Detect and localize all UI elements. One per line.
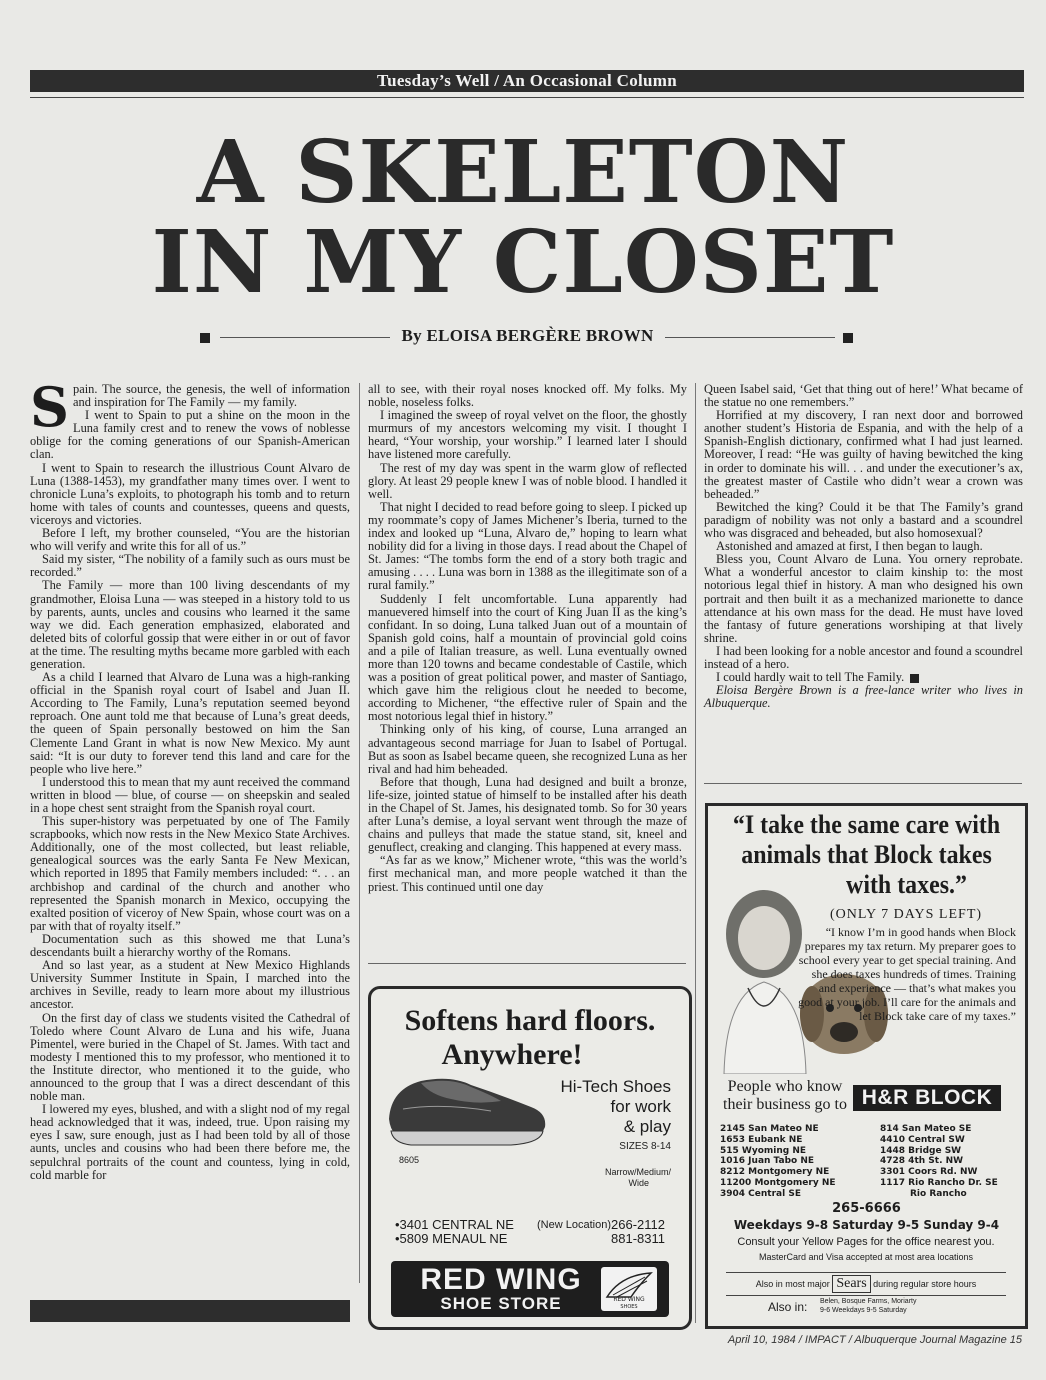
hr-quote-line-1: “I take the same care with — [732, 810, 1001, 839]
article-paragraph: “As far as we know,” Michener wrote, “this was the world’s first mechanical man, and more people watched it than the priest. This continued until one day — [368, 853, 687, 894]
column-divider-1 — [359, 383, 360, 1283]
rw-headline-2: Anywhere! — [441, 1038, 583, 1071]
byline: By ELOISA BERGÈRE BROWN — [401, 326, 654, 345]
article-column-1 — [30, 375, 350, 1182]
rw-tag-1: Hi-Tech Shoes — [560, 1077, 671, 1096]
banner-rule — [30, 97, 1024, 98]
svg-text:SHOES: SHOES — [620, 1304, 638, 1310]
byline-row — [200, 323, 855, 353]
column-banner: Tuesday’s Well / An Occasional Column — [30, 70, 1024, 92]
bio-rule — [704, 783, 1022, 784]
article-paragraph: The rest of my day was spent in the warm glow of reflected glory. At least 29 people knew I was of noble blood. I handled it well. — [368, 460, 687, 501]
rw-widths-1: Narrow/Medium/ — [604, 1167, 671, 1177]
rw-model-number: 8605 — [399, 1155, 420, 1165]
rw-phone-2: 881-8311 — [611, 1231, 665, 1246]
hr-quote-line-3: with taxes.” — [846, 870, 967, 899]
hr-sears-row: Also in most major Sears during regular store hours — [726, 1272, 1006, 1296]
rw-headline-1: Softens hard floors. — [404, 1004, 656, 1037]
rw-address-2: •5809 MENAUL NE — [395, 1231, 508, 1246]
article-paragraph: I could hardly wait to tell The Family. — [704, 671, 1023, 684]
article-paragraph: Bless you, Count Alvaro de Luna. You ornery reprobate. What a wonderful ancestor to claim kinship to: the most notorious legal thief in history. A man who designed his own portrait and then built it as a mechanized marionette to dance attendance at his own mass for the dead. He must have loved the fantasy of future generations worshiping at that lively shrine. — [704, 552, 1023, 645]
author-bio: Eloisa Bergère Brown is a free-lance writer who lives in Albuquerque. — [704, 683, 1023, 711]
article-paragraph: As a child I learned that Alvaro de Luna was a high-ranking official in the Spanish royal court of Isabel and Juan II. According to The Family, Luna’s reputation seemed beyond reproach. One aunt told me that because of Luna’s great deeds, the queen of Spain personally bestowed on him the San Clemente Land Grant in what is now New Mexico. My aunt said: “It is our duty to forever tend this land and care for the people who live here.” — [30, 670, 350, 776]
article-paragraph: Documentation such as this showed me that Luna’s descendants built a hierarchy worthy of the Romans. — [30, 931, 350, 960]
hr-days-left: (ONLY 7 DAYS LEFT) — [829, 907, 983, 922]
rw-brand-sub: SHOE STORE — [440, 1294, 562, 1313]
hr-block-ad — [705, 803, 1028, 1329]
article-column-2 — [368, 383, 687, 894]
bottom-bar — [30, 1300, 350, 1322]
article-paragraph: Bewitched the king? Could it be that The Family’s grand paradigm of nobility was not only a bastard and a scoundrel who was disgraced and beheaded, but also homosexual? — [704, 499, 1023, 541]
article-paragraph: Before I left, my brother counseled, “You are the historian who will verify and write this for all of us.” — [30, 526, 350, 554]
rw-widths-2: Wide — [628, 1178, 649, 1188]
rw-address-1: •3401 CENTRAL NE — [395, 1217, 514, 1232]
article-paragraph: On the first day of class we students visited the Cathedral of Toledo where Count Alvaro de Luna and his wife, Juana Pimentel, were buried in the Chapel of St. James. With tact and modesty I mentioned this to my professor, who mentioned it to the Institute director, who mentioned it to the guide, who announced to the group that I was a direct descendant of this noble man. — [30, 1010, 350, 1104]
article-paragraph: I understood this to mean that my aunt received the command written in blood — blue, of course — on sheepskin and sealed in a hope chest sent straight from the Spanish royal court. — [30, 774, 350, 815]
article-paragraph: I had been looking for a noble ancestor and found a scoundrel instead of a hero. — [704, 643, 1023, 671]
article-column-3 — [704, 383, 1023, 710]
rw-sizes: SIZES 8-14 — [619, 1141, 671, 1152]
end-mark-icon — [910, 674, 919, 683]
rw-brand-block — [391, 1261, 669, 1317]
hr-testimonial — [796, 908, 1016, 1023]
rw-tag-2: for work — [610, 1097, 671, 1116]
headline-line-2: IN MY CLOSET — [151, 212, 895, 313]
hr-cards: MasterCard and Visa accepted at most area locations — [759, 1252, 973, 1262]
ad-top-rule — [368, 963, 686, 964]
article-paragraph: That night I decided to read before going to sleep. I picked up my roommate’s copy of James Michener’s Iberia, turned to the index and looked up “Luna, Alvaro de,” hoping to learn what nobility did for a living in those days. I read about the Chapel of St. James: “The tombs form the end of a story both tragic and amusing . . . . Luna was born in 1388 as the illegitimate son of a rural family.” — [368, 499, 687, 593]
hr-phone: 265-6666 — [832, 1201, 901, 1216]
article-paragraph: Thinking only of his king, of course, Luna arranged an advantageous second marriage for Juan to Isabel of Portugal. But as soon as Isabel became queen, she recognized Luna as her rival and had him beheaded. — [368, 722, 687, 776]
article-paragraph: Before that though, Luna had designed and built a bronze, life-size, jointed statue of himself to be installed after his death in the Chapel of St. James, his designated tomb. So for 30 years after Luna’s demise, a loyal servant went through the maze of chains and pulleys that made the statue stand, sit, kneel and genuflect, creaking and clanging. This happened at every mass. — [368, 774, 687, 855]
article-paragraph: This super-history was perpetuated by one of The Family scrapbooks, which now rests in the New Mexico State Archives. Additionally, one of the most collected, but least reliable, genealogical sources was the early Santa Fe New Mexican, which reported in 1895 that Family members included: “. . . an archbishop and cardinal of the church and another who represented the Spanish monarch in Mexico, occupying the exalted position of viceroy of New Spain, whose court was on a par with that of royalty itself.” — [30, 814, 350, 933]
article-paragraph: Suddenly I felt uncomfortable. Luna apparently had manuevered himself into the court of King Juan II as the king’s confidant. In so doing, Luna talked Juan out of a mountain of Spanish gold coins, half a mountain of provincial gold coins and a pile of Italian treasure, as well. Luna eventually owned more than 120 towns and became condestable of Castile, which was a position of great political power, and master of Santiago, which gave him the religious clout he needed to become, according to Michener, “the effective ruler of Spain and the most notorious legal thief in history.” — [368, 591, 687, 724]
rw-tag-3: & play — [623, 1117, 671, 1136]
hr-locations-left: 2145 San Mateo NE 1653 Eubank NE 515 Wyoming NE 1016 Juan Tabo NE 8212 Montgomery NE 11200 Montgomery NE 3904 Central SE — [720, 1124, 836, 1199]
hr-quote-line-2: animals that Block takes — [741, 840, 992, 869]
article-paragraph: I went to Spain to put a shine on the moon in the Luna family crest and to renew the vows of noblesse oblige for the coming generations of our Spanish-American clan. — [30, 408, 350, 462]
hr-also-in: Also in: — [768, 1300, 808, 1314]
article-paragraph: And so last year, as a student at New Mexico Highlands University Summer Institute in Spain, I marched into the archives in Seville, ready to learn more about my illustrious ancestor. — [30, 958, 350, 1012]
drop-cap: S — [30, 375, 69, 439]
column-divider-2 — [695, 383, 696, 1323]
red-wing-logo-icon — [601, 1267, 657, 1311]
headline-line-1: A SKELETON — [196, 122, 850, 223]
hr-also-towns: Belen, Bosque Farms, Moriarty — [820, 1298, 917, 1305]
hr-people-tagline: People who know their business go to — [723, 1078, 847, 1113]
red-wing-ad — [368, 986, 692, 1330]
article-paragraph: I imagined the sweep of royal velvet on the floor, the ghostly murmurs of my ancestors welcoming my visit. I thought I heard, “Your worship, your worship.” I learned later I should have listened more carefully. — [368, 408, 687, 462]
article-paragraph: The Family — more than 100 living descendants of my grandmother, Eloisa Luna — was steeped in a history told to us by parents, aunts, uncles and cousins who learned it the same way we did. Each generation emphasized, elaborated and deleted bits of colorful gossip that were either in or out of favor at the time. The resulting myths became more garbled with each generation. — [30, 578, 350, 671]
hr-also-hours: 9-6 Weekdays 9-5 Saturday — [820, 1307, 907, 1314]
article-paragraph: Said my sister, “The nobility of a family such as ours must be recorded.” — [30, 552, 350, 580]
hr-locations-right: 814 San Mateo SE 4410 Central SW 1448 Bridge SW 4728 4th St. NW 3301 Coors Rd. NW 1117 Rio Rancho Dr. SE Rio Rancho — [880, 1124, 998, 1199]
rw-phone-1: 266-2112 — [611, 1217, 665, 1232]
rw-new-location: (New Location) — [537, 1219, 611, 1231]
article-paragraph: I lowered my eyes, blushed, and with a slight nod of my regal head acknowledged that it was, indeed, true. Upon raising my eyes I saw, sure enough, just as I had been told by all of those aunts, uncles and cousins who had been there before me, the sepulchral portraits of the count and countess, lying in cold, cold marble for — [30, 1102, 350, 1182]
sears-logo: Sears — [832, 1275, 870, 1293]
article-paragraph: all to see, with their royal noses knocked off. My folks. My noble, noseless folks. — [368, 382, 687, 410]
rw-brand-name: RED WING — [420, 1263, 582, 1296]
byline-right-rule — [665, 337, 835, 338]
article-paragraph: Astonished and amazed at first, I then began to laugh. — [716, 539, 983, 554]
byline-right-square — [843, 333, 853, 343]
page-footer: April 10, 1984 / IMPACT / Albuquerque Journal Magazine 15 — [727, 1334, 1022, 1346]
hr-hours: Weekdays 9-8 Saturday 9-5 Sunday 9-4 — [733, 1218, 1000, 1232]
hr-testimonial-text: “I know I’m in good hands when Block prepares my tax return. My preparer goes to school every year to get special training. And she does taxes hundreds of times. Training and experience — that’s what makes you good at your job. I’ll care for the animals and let Block take care of my taxes.” — [798, 925, 1016, 1023]
article-paragraph: Horrified at my discovery, I ran next door and borrowed another student’s Historia de Espania, and with the help of a Spanish-English dictionary, confirmed what I had just learned. Moreover, I read: “He was guilty of having bewitched the king in order to dominate his will. . . and under the executioner’s ax, the greatest master of Castile who didn’t wear a crown was beheaded.” — [704, 408, 1023, 501]
article-paragraph: I went to Spain to research the illustrious Count Alvaro de Luna (1388-1453), my grandfather many times over. I went to chronicle Luna’s exploits, to photograph his tomb and to return home with tales of counts and countesses, queens and quests, viceroys and victories. — [30, 460, 350, 527]
hr-block-logo: H&R BLOCK — [853, 1085, 1001, 1111]
shoe-illustration-icon — [381, 1049, 551, 1159]
svg-text:RED WING: RED WING — [613, 1296, 645, 1303]
hr-yellow-pages: Consult your Yellow Pages for the office nearest you. — [737, 1236, 995, 1248]
article-paragraph: Spain. The source, the genesis, the well of information and inspiration for The Family — my family. — [30, 375, 350, 439]
article-paragraph: Queen Isabel said, ‘Get that thing out of here!’ What became of the statue no one remembers.” — [704, 382, 1023, 410]
